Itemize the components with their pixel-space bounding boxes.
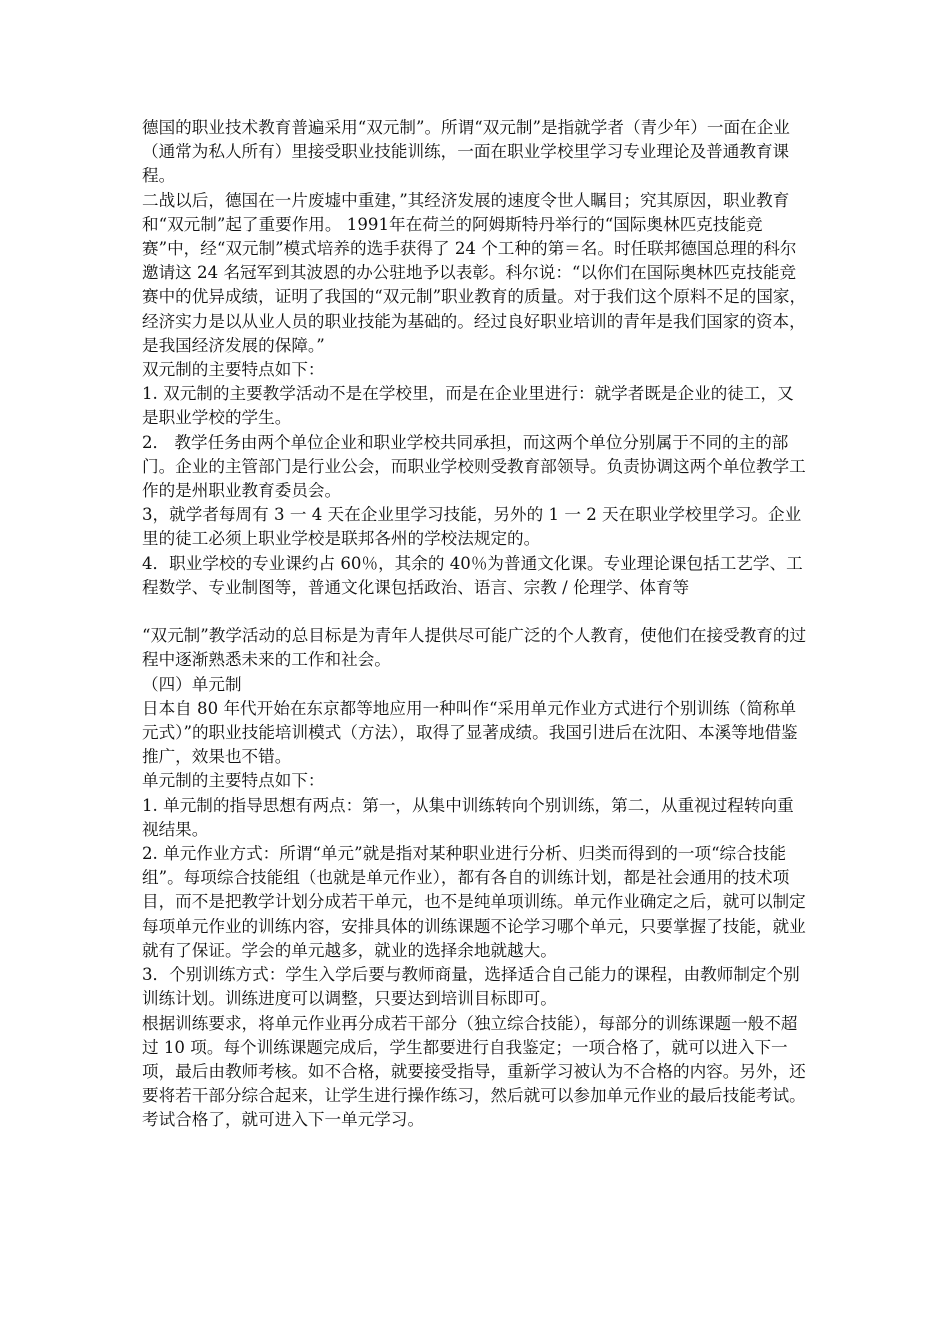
paragraph-dual-feature-2: 2． 教学任务由两个单位企业和职业学校共同承担，而这两个单位分别属于不同的主的部门。企业的主管部门是行业公会，而职业学校则受教育部领导。负责协调这两个单位教学工作的是州职业教育委员会。: [142, 432, 806, 501]
paragraph-postwar-history: 二战以后，德国在一片废墟中重建，”其经济发展的速度令世人瞩目；究其原因，职业教育和“双元制”起了重要作用。 1991年在荷兰的阿姆斯特丹举行的“国际奥林匹克技能竞赛”中，经“双元制”模式培养的选手获得了 24 个工种的第＝名。时任联邦德国总理的科尔邀请这 24 名冠军到其波恩的办公驻地予以表彰。科尔说：“以你们在国际奥林匹克技能竞赛中的优异成绩，证明了我国的“双元制”职业教育的质量。对于我们这个原料不足的国家，经济实力是以从业人员的职业技能为基础的。经过良好职业培训的青年是我们国家的资本，是我国经济发展的保障。”: [142, 190, 807, 355]
paragraph-dual-goal: “双元制”教学活动的总目标是为青年人提供尽可能广泛的个人教育，使他们在接受教育的过程中逐渐熟悉未来的工作和社会。: [142, 626, 807, 670]
document-body: [142, 116, 810, 1133]
paragraph-unit-feature-1: 1. 单元制的指导思想有两点：第一，从集中训练转向个别训练，第二，从重视过程转向重视结果。: [142, 795, 794, 839]
paragraph-unit-feature-2: 2. 单元作业方式：所谓“单元”就是指对某种职业进行分析、归类而得到的一项“综合技能组”。每项综合技能组（也就是单元作业），都有各自的训练计划，都是社会通用的技术项目，而不是把教学计划分成若干单元，也不是纯单项训练。单元作业确定之后，就可以制定每项单元作业的训练内容，安排具体的训练课题不论学习哪个单元，只要掌握了技能，就业就有了保证。学会的单元越多，就业的选择余地就越大。: [142, 844, 806, 960]
paragraph-unit-feature-3: 3．个别训练方式：学生入学后要与教师商量，选择适合自己能力的课程，由教师制定个别训练计划。训练进度可以调整，只要达到培训目标即可。: [142, 965, 800, 1009]
paragraph-dual-features-heading: 双元制的主要特点如下：: [142, 360, 325, 380]
paragraph-unit-system-intro: 日本自 80 年代开始在东京都等地应用一种叫作“采用单元作业方式进行个别训练（简称单元式）”的职业技能培训模式（方法），取得了显著成绩。我国引进后在沈阳、本溪等地借鉴推广，效果也不错。: [142, 698, 798, 767]
paragraph-unit-features-heading: 单元制的主要特点如下：: [142, 771, 325, 791]
paragraph-dual-system-intro: 德国的职业技术教育普遍采用“双元制”。所谓“双元制”是指就学者（青少年）一面在企业（通常为私人所有）里接受职业技能训练，一面在职业学校里学习专业理论及普通教育课程。: [142, 118, 790, 186]
paragraph-dual-feature-1: 1. 双元制的主要教学活动不是在学校里，而是在企业里进行：就学者既是企业的徒工，又是职业学校的学生。: [142, 384, 794, 428]
paragraph-unit-training-detail: 根据训练要求，将单元作业再分成若干部分（独立综合技能），每部分的训练课题一般不超过 10 项。每个训练课题完成后，学生都要进行自我鉴定；一项合格了，就可以进入下一项，最后由教师考核。如不合格，就要接受指导，重新学习被认为不合格的内容。另外，还要将若干部分综合起来，让学生进行操作练习，然后就可以参加单元作业的最后技能考试。考试合格了，就可进入下一单元学习。: [142, 1013, 806, 1130]
paragraph-dual-feature-3: 3，就学者每周有 3 一 4 天在企业里学习技能，另外的 1 一 2 天在职业学校里学习。企业里的徒工必须上职业学校是联邦各州的学校法规定的。: [142, 505, 802, 549]
section-heading-unit-system: （四）单元制: [142, 674, 242, 694]
paragraph-dual-feature-4: 4．职业学校的专业课约占 60％，其余的 40％为普通文化课。专业理论课包括工艺学、工程数学、专业制图等，普通文化课包括政治、语言、宗教 / 伦理学、体育等: [142, 553, 803, 597]
